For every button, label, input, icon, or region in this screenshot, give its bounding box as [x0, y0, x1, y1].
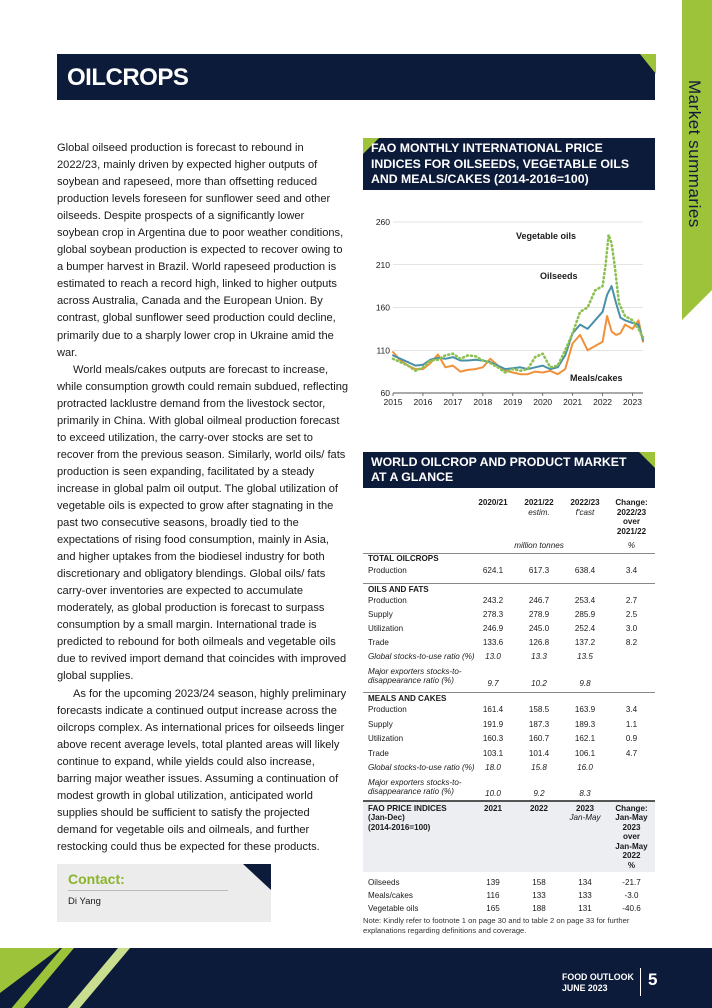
table-column-headers — [363, 495, 655, 541]
col-2021-22-sub: estim. — [528, 507, 550, 517]
row-label: Trade — [368, 638, 389, 647]
row-label: disappearance ratio (%) — [368, 676, 454, 685]
contact-box — [57, 864, 271, 922]
cell: 126.8 — [528, 638, 550, 647]
section-label: TOTAL OILCROPS — [368, 554, 439, 563]
section-oils-fats — [363, 583, 655, 596]
col-2020-21: 2020/21 — [478, 498, 508, 507]
cell: 162.1 — [574, 734, 596, 743]
y-axis — [376, 217, 390, 398]
cell: 285.9 — [574, 610, 596, 619]
unit-label: million tonnes — [514, 541, 564, 550]
table-row — [363, 749, 655, 764]
cell: 165 — [486, 903, 500, 913]
col-change-l3: over — [622, 517, 641, 526]
cell: 10.2 — [531, 679, 547, 688]
cell: 8.3 — [579, 788, 591, 798]
cell: 246.9 — [482, 624, 504, 633]
x-tick-label: 2020 — [533, 397, 553, 407]
table-row — [363, 904, 655, 917]
page-title: OILCROPS — [67, 64, 189, 91]
body-text — [57, 140, 349, 856]
cell: 116 — [486, 890, 500, 900]
cell: 617.3 — [528, 566, 550, 575]
cell: 106.1 — [574, 748, 596, 758]
col-2022: 2022 — [529, 803, 548, 813]
cell: 18.0 — [485, 763, 501, 772]
cell: 15.8 — [531, 763, 547, 772]
col-change-line: 2023 — [622, 822, 641, 832]
table-row — [363, 566, 655, 581]
col-change-line: % — [627, 860, 636, 870]
y-tick-label: 160 — [375, 302, 390, 313]
row-label: Utilization — [368, 624, 404, 633]
table-row — [363, 652, 655, 666]
table-note: Note: Kindly refer to footnote 1 on page 30 and to table 2 on page 33 for further explanations regarding definitions and coverage. — [363, 916, 630, 936]
cell: 158.5 — [528, 705, 550, 714]
cell: 3.4 — [625, 705, 638, 714]
table-title: WORLD OILCROP AND PRODUCT MARKET AT A GLANCE — [371, 455, 627, 484]
cell: 134 — [578, 877, 592, 887]
chart-series — [393, 235, 643, 374]
cell: 9.7 — [487, 679, 499, 688]
x-tick-label: 2016 — [413, 397, 433, 407]
row-label: Trade — [368, 748, 389, 758]
cell: 243.2 — [482, 596, 504, 605]
price-index-chart — [363, 200, 655, 415]
col-2023: 2023 — [575, 803, 594, 813]
cell: 160.7 — [528, 734, 550, 743]
col-change-line: 2022 — [622, 851, 641, 860]
cell: 2.5 — [625, 610, 638, 619]
fao-label: (Jan-Dec) — [368, 813, 405, 822]
x-axis — [384, 393, 643, 407]
contact-name: Di Yang — [68, 896, 101, 907]
cell: 16.0 — [577, 763, 593, 772]
table-row — [363, 624, 655, 638]
cell: -3.0 — [624, 890, 639, 900]
table-row — [363, 666, 655, 692]
publication-line: FOOD OUTLOOK — [562, 972, 634, 982]
cell: 133 — [578, 890, 592, 900]
x-tick-label: 2019 — [503, 397, 523, 407]
cell: 246.7 — [528, 596, 550, 605]
publication-date: JUNE 2023 — [562, 982, 608, 993]
section-label: MEALS AND CAKES — [368, 694, 447, 703]
cell: 158 — [532, 877, 546, 887]
x-tick-label: 2017 — [443, 397, 463, 407]
table-row — [363, 778, 655, 800]
cell: 101.4 — [528, 748, 550, 758]
section-total-oilcrops — [363, 554, 655, 566]
cell: 2.7 — [625, 596, 638, 605]
table-row — [363, 891, 655, 904]
chart-header — [363, 138, 655, 190]
series-label-oilseeds: Oilseeds — [540, 271, 578, 281]
section-label: OILS AND FATS — [368, 585, 429, 594]
x-tick-label: 2022 — [593, 397, 613, 407]
cell: 137.2 — [574, 638, 596, 647]
x-tick-label: 2021 — [563, 397, 583, 407]
cell: 1.1 — [625, 719, 638, 729]
col-change-line: over — [622, 832, 641, 841]
cell: 139 — [486, 877, 500, 887]
row-label: disappearance ratio (%) — [368, 786, 454, 796]
section-side-tab — [682, 0, 712, 290]
page-number: 5 — [648, 970, 658, 989]
cell: 3.4 — [625, 566, 638, 575]
cell: 103.1 — [482, 748, 504, 758]
col-change: Change: — [615, 803, 648, 813]
contact-divider — [68, 890, 228, 891]
cell: 638.4 — [574, 566, 596, 575]
cell: 9.8 — [579, 679, 591, 688]
paragraph-2: World meals/cakes outputs are forecast to increase, while consumption growth could remain subdued, reflecting protracted lacklustre demand from the livestock sector, primarily in China. With global oilmeal production forecast to exceed utilization, the carry-over stocks are set to recover from the previous season. Similarly, world oils/ fats production is seen expanding, facilitated by a steady increase in global palm oil output. The global utilization of vegetable oils is expected to grow after stagnating in the past two consecutive seasons, broadly tied to the expectations of rising food consumption, mainly in Asia, and higher uptakes from the biodiesel industry for both discretionary and obligatory blendings. Global oils/ fats carry-over inventories are expected to accumulate moderately, as global production is forecast to surpass consumption by a small margin. International trade is predicted to rebound for both oilmeals and vegetable oils due to revived import demand that coincides with improved global supplies. — [57, 363, 349, 683]
row-label: Utilization — [368, 734, 404, 743]
row-label: Production — [368, 596, 407, 605]
cell: 161.4 — [482, 705, 504, 714]
x-tick-label: 2015 — [383, 397, 403, 407]
col-change-l4: 2021/22 — [616, 526, 647, 536]
table-row — [363, 638, 655, 652]
row-label: Supply — [368, 610, 393, 619]
cell: 0.9 — [625, 734, 638, 743]
table-row — [363, 705, 655, 720]
row-label: Major exporters stocks-to- — [368, 667, 462, 676]
cell: 163.9 — [574, 705, 596, 714]
unit-row — [363, 541, 655, 554]
y-tick-label: 110 — [376, 345, 390, 356]
col-change: Change: — [615, 498, 648, 507]
cell: 253.4 — [574, 596, 596, 605]
table-row — [363, 596, 655, 610]
y-tick-label: 210 — [375, 259, 390, 270]
fao-header-row — [363, 800, 655, 872]
col-2021-22: 2021/22 — [524, 498, 554, 507]
cell: 9.2 — [533, 788, 545, 798]
page-footer — [0, 948, 712, 1008]
cell: 188 — [532, 903, 546, 913]
col-2021: 2021 — [483, 803, 502, 813]
table-row — [363, 763, 655, 778]
unit-pct: % — [627, 541, 636, 550]
table-row — [363, 878, 655, 891]
market-table — [363, 495, 655, 917]
contact-heading: Contact: — [68, 871, 125, 887]
fao-label: FAO PRICE INDICES — [368, 803, 447, 813]
cell: -40.6 — [622, 903, 641, 913]
paragraph-1: Global oilseed production is forecast to rebound in 2022/23, mainly driven by expected higher outputs of soybean and rapeseed, more than offsetting reduced production levels foreseen for sunflower seed and other oilseeds. Despite prospects of a significantly lower soybean crop in Argentina due to poor weather conditions, global soybean production is expected to recover owing to a bumper harvest in Brazil. World rapeseed production is estimated to reach a record high, linked to higher outputs across Australia, Canada and the European Union. By contrast, global sunflower seed production could decline, primarily due to a sharply lower crop in Ukraine amid the war. — [57, 142, 344, 359]
y-tick-label: 260 — [375, 217, 390, 227]
cell: -21.7 — [622, 877, 641, 887]
col-change-line: Jan-May — [615, 813, 648, 822]
x-tick-label: 2023 — [623, 397, 642, 407]
series-label-vegetable-oils: Vegetable oils — [516, 231, 577, 241]
cell: 624.1 — [482, 566, 504, 575]
row-label: Vegetable oils — [368, 903, 419, 913]
contact-accent — [243, 864, 271, 890]
series-label-meals-cakes: Meals/cakes — [570, 373, 623, 383]
cell: 131 — [578, 903, 592, 913]
row-label: Major exporters stocks-to- — [368, 777, 462, 787]
col-change-line: Jan-May — [615, 841, 648, 851]
row-label: Oilseeds — [368, 877, 400, 887]
cell: 13.3 — [531, 652, 547, 661]
side-tab-point — [682, 290, 712, 320]
title-banner — [57, 54, 655, 100]
cell: 3.0 — [625, 624, 638, 633]
col-2023-sub: Jan-May — [569, 813, 601, 822]
col-2022-23-sub: f'cast — [575, 507, 595, 517]
table-header — [363, 452, 655, 488]
col-change-l2: 2022/23 — [616, 507, 647, 517]
series-line-meals-cakes — [393, 316, 643, 374]
row-label: Supply — [368, 719, 393, 729]
section-meals-cakes — [363, 692, 655, 705]
table-row — [363, 610, 655, 624]
cell: 160.3 — [482, 734, 504, 743]
table-row — [363, 734, 655, 749]
row-label: Meals/cakes — [368, 890, 413, 900]
x-tick-label: 2018 — [473, 397, 493, 407]
cell: 189.3 — [574, 719, 596, 729]
cell: 133.6 — [482, 638, 504, 647]
cell: 4.7 — [625, 748, 638, 758]
table-header-accent — [639, 452, 655, 468]
publication-name — [562, 972, 634, 993]
cell: 8.2 — [625, 638, 638, 647]
cell: 278.3 — [482, 610, 504, 619]
fao-label: (2014-2016=100) — [368, 822, 431, 832]
y-tick-label: 60 — [380, 388, 390, 398]
cell: 13.0 — [485, 652, 501, 661]
cell: 191.9 — [482, 719, 504, 729]
cell: 245.0 — [528, 624, 550, 633]
cell: 252.4 — [574, 624, 596, 633]
table-row — [363, 720, 655, 735]
cell: 278.9 — [528, 610, 550, 619]
cell: 133 — [532, 890, 546, 900]
row-label: Production — [368, 705, 407, 714]
footer-separator — [640, 968, 641, 996]
banner-accent — [640, 54, 656, 74]
cell: 10.0 — [485, 788, 501, 798]
cell: 187.3 — [528, 719, 550, 729]
row-label: Production — [368, 566, 407, 575]
paragraph-3: As for the upcoming 2023/24 season, highly preliminary forecasts indicate a continued output increase across the oilcrops complex. As international prices for oilseeds linger above recent average levels, total planted areas will likely continue to expand, while yields could also increase, barring major weather issues. Assuming a continuation of modest growth in global utilization, anticipated world supplies should be sufficient to satisfy the projected demand for vegetable oils and oilmeals, and further restocking could thus be expected for these products. — [57, 687, 347, 853]
chart-title: FAO MONTHLY INTERNATIONAL PRICE INDICES FOR OILSEEDS, VEGETABLE OILS AND MEALS/CAKES (2014-2016=100) — [371, 141, 630, 186]
row-label: Global stocks-to-use ratio (%) — [368, 652, 475, 661]
cell: 13.5 — [577, 652, 593, 661]
row-label: Global stocks-to-use ratio (%) — [368, 763, 475, 772]
col-2022-23: 2022/23 — [570, 498, 600, 507]
side-tab-label: Market summaries — [685, 80, 704, 228]
